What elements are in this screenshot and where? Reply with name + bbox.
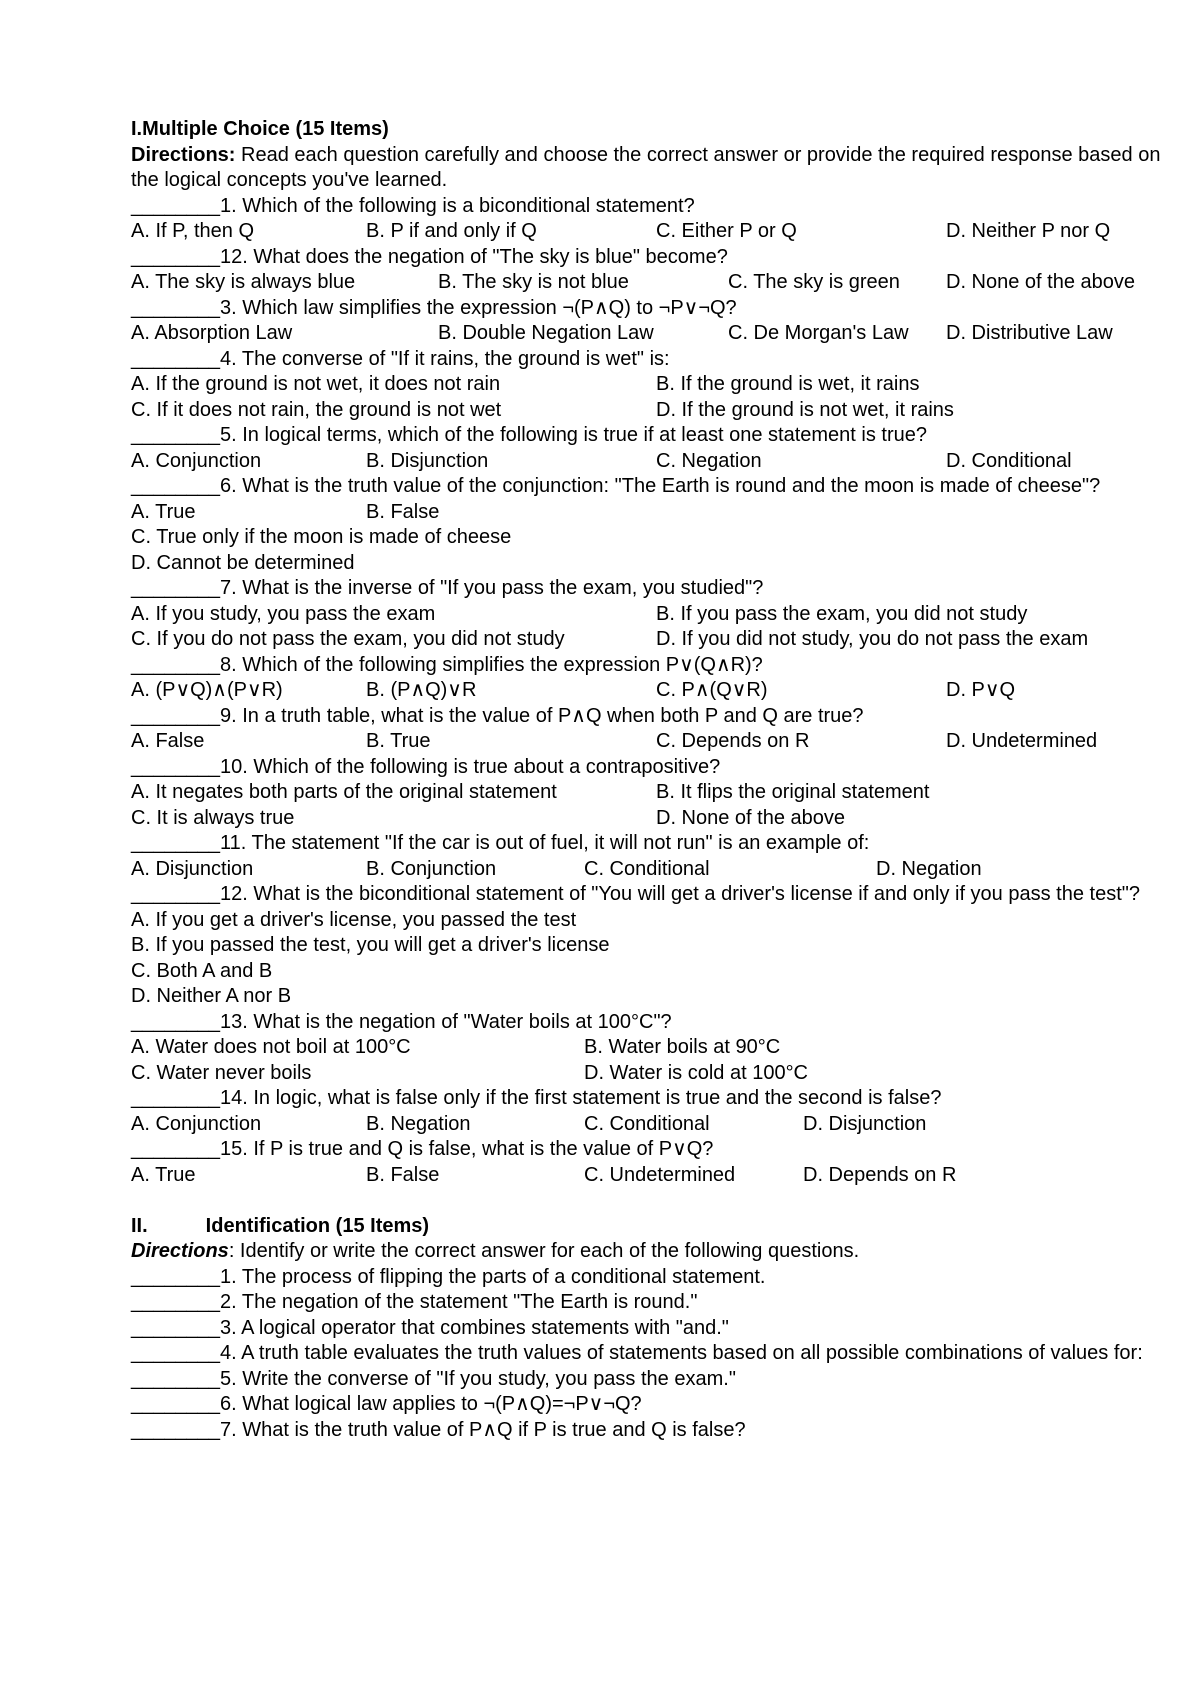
- option-row: [131, 1061, 1191, 1087]
- answer-blank[interactable]: ________: [131, 1418, 220, 1441]
- answer-option: D. Depends on R: [803, 1163, 957, 1186]
- answer-option: D. Disjunction: [803, 1112, 927, 1135]
- answer-option: D. P∨Q: [946, 679, 1016, 701]
- answer-blank[interactable]: ________: [131, 1291, 220, 1313]
- answer-option: B. P if and only if Q: [366, 220, 537, 242]
- option-row: [131, 933, 1191, 959]
- identification-item-7: [131, 1418, 1191, 1444]
- answer-option: D. Water is cold at 100°C: [584, 1061, 809, 1084]
- option-row: [131, 525, 1191, 551]
- option-row: [131, 372, 1191, 398]
- answer-option: B. The sky is not blue: [438, 271, 629, 293]
- question-stem-1: [131, 194, 1191, 220]
- question-text: 7. What is the truth value of P∧Q if P is true and Q is false?: [219, 1418, 746, 1441]
- answer-option: D. Conditional: [946, 449, 1072, 472]
- question-text: 15. If P is true and Q is false, what is the value of P∨Q?: [219, 1138, 714, 1160]
- answer-option: D. None of the above: [656, 806, 846, 829]
- answer-option: D. Distributive Law: [946, 322, 1113, 344]
- answer-option: A. Conjunction: [131, 1112, 262, 1135]
- question-text: 8. Which of the following simplifies the expression P∨(Q∧R)?: [219, 653, 763, 676]
- answer-option: C. Water never boils: [131, 1061, 312, 1084]
- directions2-text: : Identify or write the correct answer for each of the following questions.: [228, 1240, 860, 1262]
- answer-option: A. Conjunction: [131, 449, 262, 472]
- answer-option: C. Undetermined: [584, 1163, 736, 1186]
- question-stem-2: [131, 245, 1191, 271]
- option-row: [131, 602, 1191, 628]
- question-text: 11. The statement "If the car is out of fuel, it will not run" is an example of:: [219, 832, 870, 854]
- answer-option: A. True: [131, 500, 196, 523]
- question-text: 13. What is the negation of "Water boils at 100°C"?: [219, 1010, 672, 1033]
- answer-option: A. Water does not boil at 100°C: [131, 1036, 411, 1058]
- question-text: 5. Write the converse of "If you study, you pass the exam.": [219, 1367, 736, 1390]
- worksheet-page: [131, 117, 1191, 1443]
- answer-blank[interactable]: ________: [131, 1138, 220, 1160]
- option-row: [131, 398, 1191, 424]
- answer-option: C. Either P or Q: [656, 220, 797, 242]
- question-text: 14. In logic, what is false only if the first statement is true and the second is false?: [219, 1087, 942, 1109]
- question-stem-9: [131, 704, 1191, 730]
- section2-title: [131, 1214, 1191, 1240]
- option-row: [131, 959, 1191, 985]
- question-text: 3. A logical operator that combines statements with "and.": [219, 1316, 729, 1339]
- section2-title-text: Identification (15 Items): [205, 1214, 430, 1237]
- question-text: 3. Which law simplifies the expression ¬(P∧Q) to ¬P∨¬Q?: [219, 296, 737, 319]
- answer-option: A. If the ground is not wet, it does not rain: [131, 373, 501, 395]
- answer-option: C. Negation: [656, 449, 762, 472]
- question-text: 12. What is the biconditional statement of "You will get a driver's license if and only if you pass the test"?: [219, 883, 1140, 905]
- answer-blank[interactable]: ________: [131, 245, 220, 268]
- answer-option: D. Neither P nor Q: [946, 220, 1111, 242]
- option-row: [131, 500, 1191, 526]
- answer-option: D. Neither A nor B: [131, 985, 292, 1007]
- answer-blank[interactable]: ________: [131, 1265, 220, 1288]
- answer-blank[interactable]: ________: [131, 475, 220, 497]
- answer-option: D. If the ground is not wet, it rains: [656, 398, 954, 421]
- option-row: [131, 627, 1191, 653]
- answer-option: C. True only if the moon is made of cheese: [131, 526, 512, 548]
- answer-option: A. Disjunction: [131, 857, 254, 880]
- question-stem-13: [131, 1010, 1191, 1036]
- answer-option: D. Undetermined: [946, 730, 1098, 752]
- question-text: 10. Which of the following is true about a contrapositive?: [219, 755, 721, 778]
- question-stem-6: [131, 474, 1191, 500]
- answer-option: C. It is always true: [131, 806, 295, 829]
- answer-option: D. If you did not study, you do not pass the exam: [656, 628, 1089, 650]
- option-row: [131, 321, 1191, 347]
- identification-item-4: [131, 1341, 1191, 1367]
- option-row: [131, 984, 1191, 1010]
- identification-item-2: [131, 1290, 1191, 1316]
- question-stem-7: [131, 576, 1191, 602]
- answer-option: C. De Morgan's Law: [728, 322, 909, 344]
- question-text: 6. What logical law applies to ¬(P∧Q)=¬P∨¬Q?: [219, 1393, 642, 1415]
- answer-blank[interactable]: ________: [131, 755, 220, 778]
- option-row: [131, 908, 1191, 934]
- answer-option: A. Absorption Law: [131, 322, 293, 344]
- question-text: 2. The negation of the statement "The Earth is round.": [219, 1291, 698, 1313]
- answer-option: B. It flips the original statement: [656, 781, 930, 803]
- answer-option: A. The sky is always blue: [131, 271, 356, 293]
- answer-option: C. Conditional: [584, 1112, 710, 1135]
- answer-blank[interactable]: ________: [131, 296, 220, 319]
- option-row: [131, 806, 1191, 832]
- identification-item-6: [131, 1392, 1191, 1418]
- answer-blank[interactable]: ________: [131, 832, 220, 854]
- answer-blank[interactable]: ________: [131, 653, 220, 676]
- answer-blank[interactable]: ________: [131, 1342, 220, 1364]
- answer-option: B. Conjunction: [366, 857, 497, 880]
- answer-option: D. None of the above: [946, 271, 1136, 293]
- answer-option: C. Depends on R: [656, 730, 810, 752]
- option-row: [131, 219, 1191, 245]
- answer-option: B. True: [366, 730, 431, 752]
- answer-blank[interactable]: ________: [131, 1367, 220, 1390]
- directions2-label: Directions: [131, 1240, 229, 1262]
- question-text: 12. What does the negation of "The sky is blue" become?: [219, 245, 728, 268]
- question-stem-5: [131, 423, 1191, 449]
- question-text: 4. A truth table evaluates the truth values of statements based on all possible combinations of values for:: [219, 1342, 1143, 1364]
- question-stem-10: [131, 755, 1191, 781]
- answer-option: A. (P∨Q)∧(P∨R): [131, 679, 283, 701]
- answer-blank[interactable]: ________: [131, 1393, 220, 1415]
- answer-blank[interactable]: ________: [131, 424, 220, 446]
- section1-title: I.Multiple Choice (15 Items): [131, 118, 389, 140]
- question-stem-3: [131, 296, 1191, 322]
- answer-option: C. P∧(Q∨R): [656, 679, 768, 701]
- multiple-choice-list: [131, 194, 1191, 1189]
- answer-option: C. Conditional: [584, 857, 710, 880]
- answer-blank[interactable]: ________: [131, 577, 220, 599]
- answer-blank[interactable]: ________: [131, 883, 220, 905]
- question-stem-14: [131, 1086, 1191, 1112]
- question-stem-8: [131, 653, 1191, 679]
- section1-directions: [131, 143, 1191, 194]
- answer-option: A. True: [131, 1163, 196, 1186]
- answer-blank[interactable]: ________: [131, 1087, 220, 1109]
- answer-option: C. The sky is green: [728, 271, 900, 293]
- question-stem-11: [131, 831, 1191, 857]
- option-row: [131, 1035, 1191, 1061]
- option-row: [131, 729, 1191, 755]
- option-row: [131, 857, 1191, 883]
- answer-option: B. Disjunction: [366, 449, 489, 472]
- answer-option: D. Cannot be determined: [131, 551, 355, 574]
- answer-option: A. It negates both parts of the original statement: [131, 781, 557, 803]
- directions-text: Read each question carefully and choose the correct answer or provide the required response based on the logical concepts you've learned.: [131, 143, 1161, 191]
- question-text: 4. The converse of "If it rains, the ground is wet" is:: [219, 347, 670, 370]
- answer-option: B. If the ground is wet, it rains: [656, 373, 920, 395]
- question-text: 5. In logical terms, which of the following is true if at least one statement is true?: [219, 424, 927, 446]
- question-text: 9. In a truth table, what is the value of P∧Q when both P and Q are true?: [219, 704, 864, 727]
- question-text: 6. What is the truth value of the conjunction: "The Earth is round and the moon is made of cheese"?: [219, 475, 1101, 497]
- question-stem-4: [131, 347, 1191, 373]
- question-text: 1. The process of flipping the parts of a conditional statement.: [219, 1265, 766, 1288]
- option-row: [131, 780, 1191, 806]
- answer-option: A. If you get a driver's license, you passed the test: [131, 908, 577, 931]
- identification-item-3: [131, 1316, 1191, 1342]
- section-spacer: [131, 1188, 1191, 1214]
- option-row: [131, 270, 1191, 296]
- option-row: [131, 1163, 1191, 1189]
- answer-option: B. Water boils at 90°C: [584, 1036, 781, 1058]
- section2-numeral: II.: [131, 1214, 148, 1237]
- identification-item-1: [131, 1265, 1191, 1291]
- question-text: 7. What is the inverse of "If you pass the exam, you studied"?: [219, 577, 764, 599]
- answer-option: A. If P, then Q: [131, 220, 255, 242]
- answer-blank[interactable]: ________: [131, 194, 220, 217]
- answer-option: B. If you pass the exam, you did not study: [656, 602, 1028, 625]
- answer-option: C. Both A and B: [131, 959, 273, 982]
- option-row: [131, 678, 1191, 704]
- question-stem-15: [131, 1137, 1191, 1163]
- identification-list: [131, 1265, 1191, 1444]
- answer-option: A. False: [131, 730, 205, 752]
- answer-blank[interactable]: ________: [131, 1316, 220, 1339]
- answer-option: B. False: [366, 500, 440, 523]
- answer-option: B. (P∧Q)∨R: [366, 679, 477, 701]
- answer-option: B. If you passed the test, you will get a driver's license: [131, 934, 610, 956]
- answer-blank[interactable]: ________: [131, 704, 220, 727]
- question-stem-12: [131, 882, 1191, 908]
- option-row: [131, 449, 1191, 475]
- question-text: 1. Which of the following is a biconditional statement?: [219, 194, 695, 217]
- answer-option: B. Negation: [366, 1112, 471, 1135]
- answer-option: C. If it does not rain, the ground is not wet: [131, 398, 502, 421]
- answer-option: B. Double Negation Law: [438, 322, 654, 344]
- answer-option: D. Negation: [876, 857, 982, 880]
- section2-directions: [131, 1239, 1191, 1265]
- answer-blank[interactable]: ________: [131, 1010, 220, 1033]
- answer-option: C. If you do not pass the exam, you did not study: [131, 628, 565, 650]
- option-row: [131, 551, 1191, 577]
- answer-option: A. If you study, you pass the exam: [131, 602, 436, 625]
- answer-option: B. False: [366, 1163, 440, 1186]
- option-row: [131, 1112, 1191, 1138]
- answer-blank[interactable]: ________: [131, 347, 220, 370]
- identification-item-5: [131, 1367, 1191, 1393]
- directions-label: Directions:: [131, 143, 236, 166]
